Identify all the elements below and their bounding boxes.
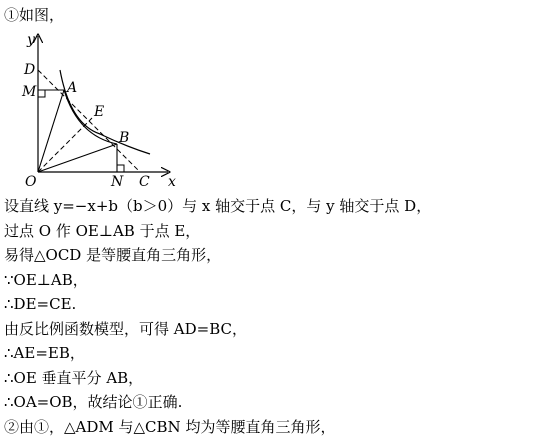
label-m: M [22,84,37,100]
solution-line: 过点 O 作 OE⊥AB 于点 E， [4,221,201,240]
segment-ob [38,144,117,172]
geometry-diagram [0,24,200,194]
label-y: y [27,32,35,48]
label-b: B [119,130,130,146]
arc-ab [64,90,117,144]
part-one-heading: ①如图， [4,6,65,24]
solution-line: ②由①，△ADM 与△CBN 均为等腰直角三角形， [4,417,336,436]
label-e: E [94,104,105,120]
right-angle-m [38,90,45,97]
label-x: x [168,174,176,190]
solution-line: ∴AE=EB， [4,344,85,362]
label-a: A [67,80,78,96]
solution-line: 设直线 y=−x+b（b＞0）与 x 轴交于点 C，与 y 轴交于点 D， [4,197,432,215]
solution-line: ∴OE 垂直平分 AB， [4,368,144,387]
solution-text [4,194,538,439]
solution-line: ∴DE=CE. [4,295,77,313]
label-n: N [111,174,124,190]
label-d: D [24,62,36,78]
solution-line: ∴OA=OB，故结论①正确. [4,393,183,411]
solution-line: 易得△OCD 是等腰直角三角形， [4,246,222,264]
label-c: C [139,174,150,190]
coordinate-figure [0,24,200,194]
right-angle-n [117,165,124,172]
label-o: O [25,174,37,190]
solution-line: 由反比例函数模型，可得 AD=BC， [4,319,247,338]
solution-line: ∵OE⊥AB， [4,270,88,289]
